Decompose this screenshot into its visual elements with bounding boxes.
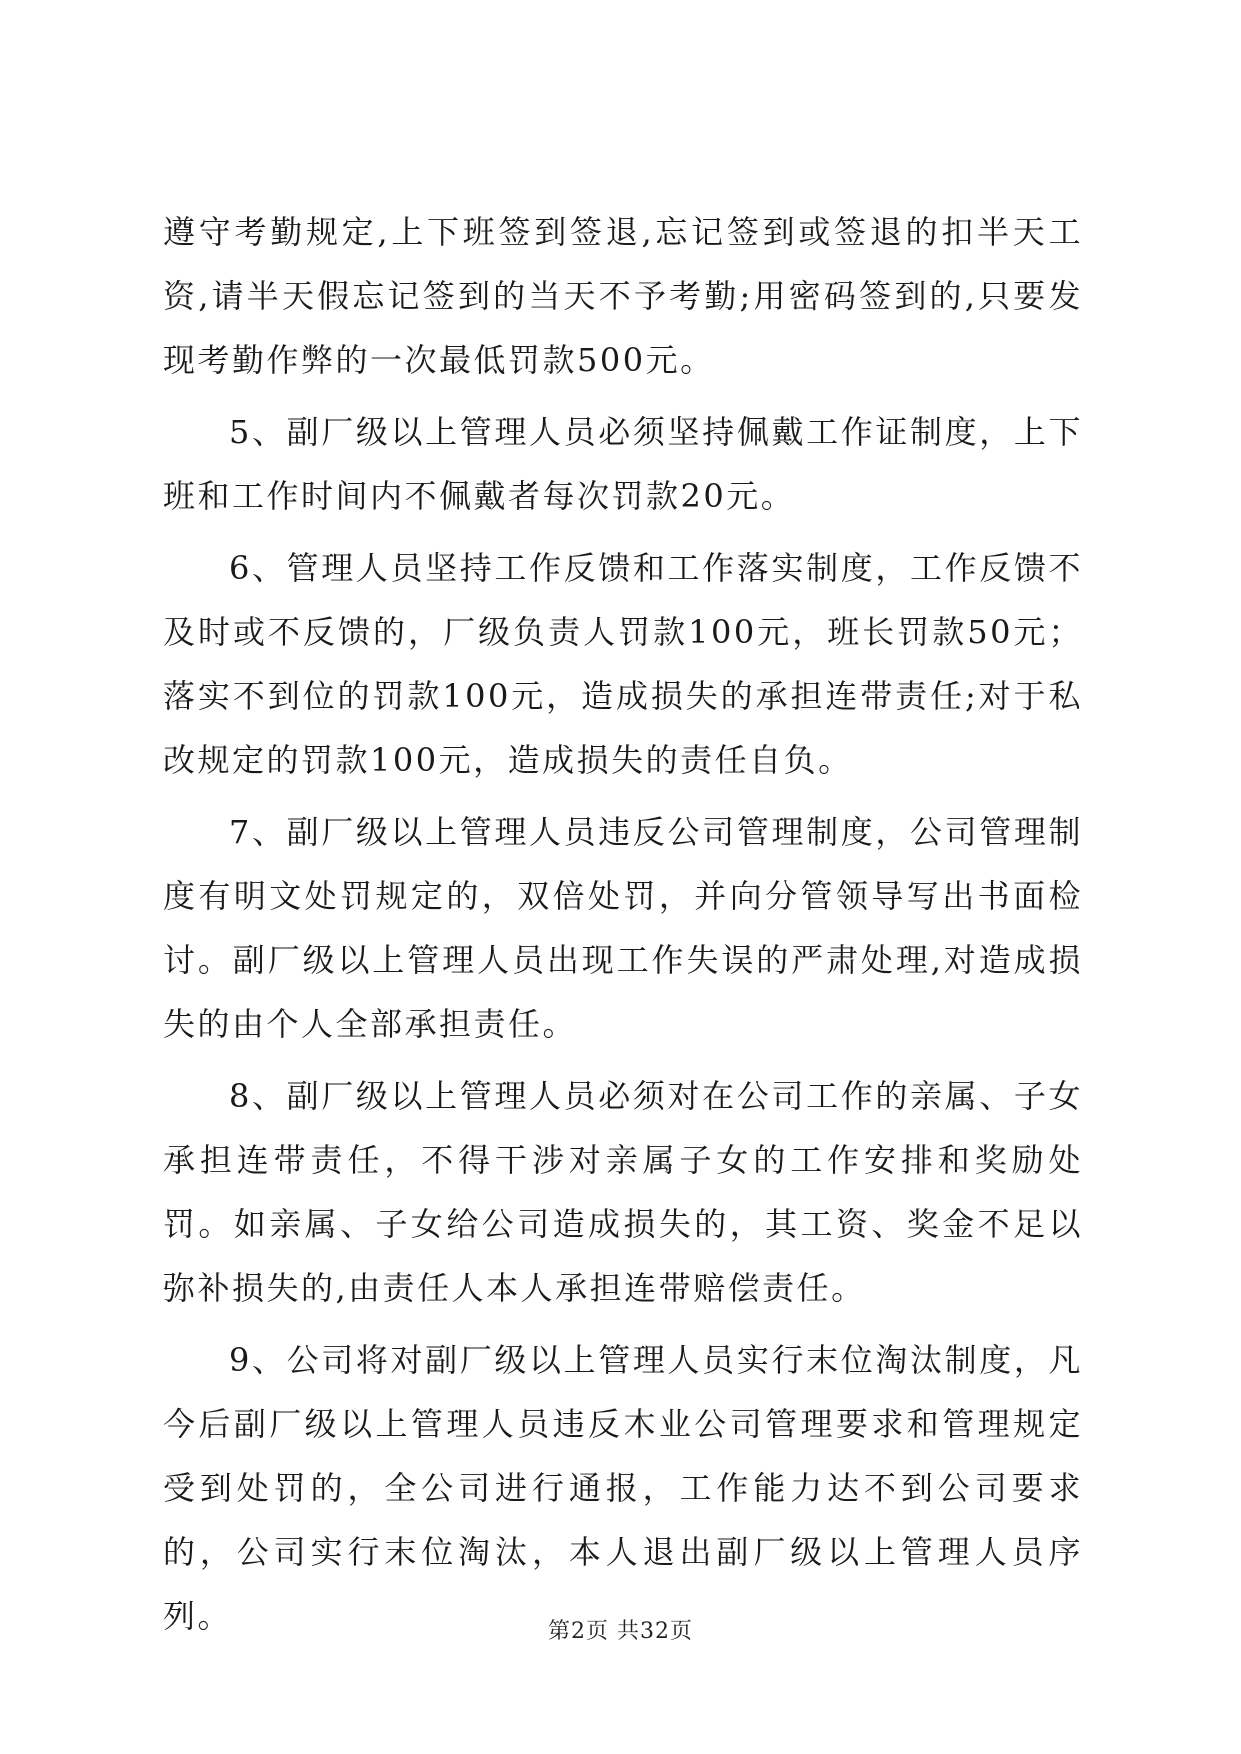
document-body bbox=[163, 200, 1083, 1656]
paragraph-item-6: 6、管理人员坚持工作反馈和工作落实制度，工作反馈不及时或不反馈的，厂级负责人罚款100元，班长罚款50元；落实不到位的罚款100元，造成损失的承担连带责任;对于私改规定的罚款100元，造成损失的责任自负。 bbox=[163, 549, 1083, 779]
paragraph-continuation: 遵守考勤规定,上下班签到签退,忘记签到或签退的扣半天工资,请半天假忘记签到的当天不予考勤;用密码签到的,只要发现考勤作弊的一次最低罚款500元。 bbox=[163, 213, 1083, 379]
paragraph-item-9: 9、公司将对副厂级以上管理人员实行末位淘汰制度，凡今后副厂级以上管理人员违反木业公司管理要求和管理规定受到处罚的，全公司进行通报，工作能力达不到公司要求的，公司实行末位淘汰，本人退出副厂级以上管理人员序列。 bbox=[163, 1341, 1083, 1635]
paragraph-item-5: 5、副厂级以上管理人员必须坚持佩戴工作证制度，上下班和工作时间内不佩戴者每次罚款20元。 bbox=[163, 413, 1083, 515]
paragraph-item-8: 8、副厂级以上管理人员必须对在公司工作的亲属、子女承担连带责任，不得干涉对亲属子女的工作安排和奖励处罚。如亲属、子女给公司造成损失的，其工资、奖金不足以弥补损失的,由责任人本人承担连带赔偿责任。 bbox=[163, 1077, 1083, 1307]
page-number-footer: 第2页 共32页 bbox=[548, 1619, 693, 1644]
paragraph-item-7: 7、副厂级以上管理人员违反公司管理制度，公司管理制度有明文处罚规定的，双倍处罚，并向分管领导写出书面检讨。副厂级以上管理人员出现工作失误的严肃处理,对造成损失的由个人全部承担责任。 bbox=[163, 813, 1083, 1043]
